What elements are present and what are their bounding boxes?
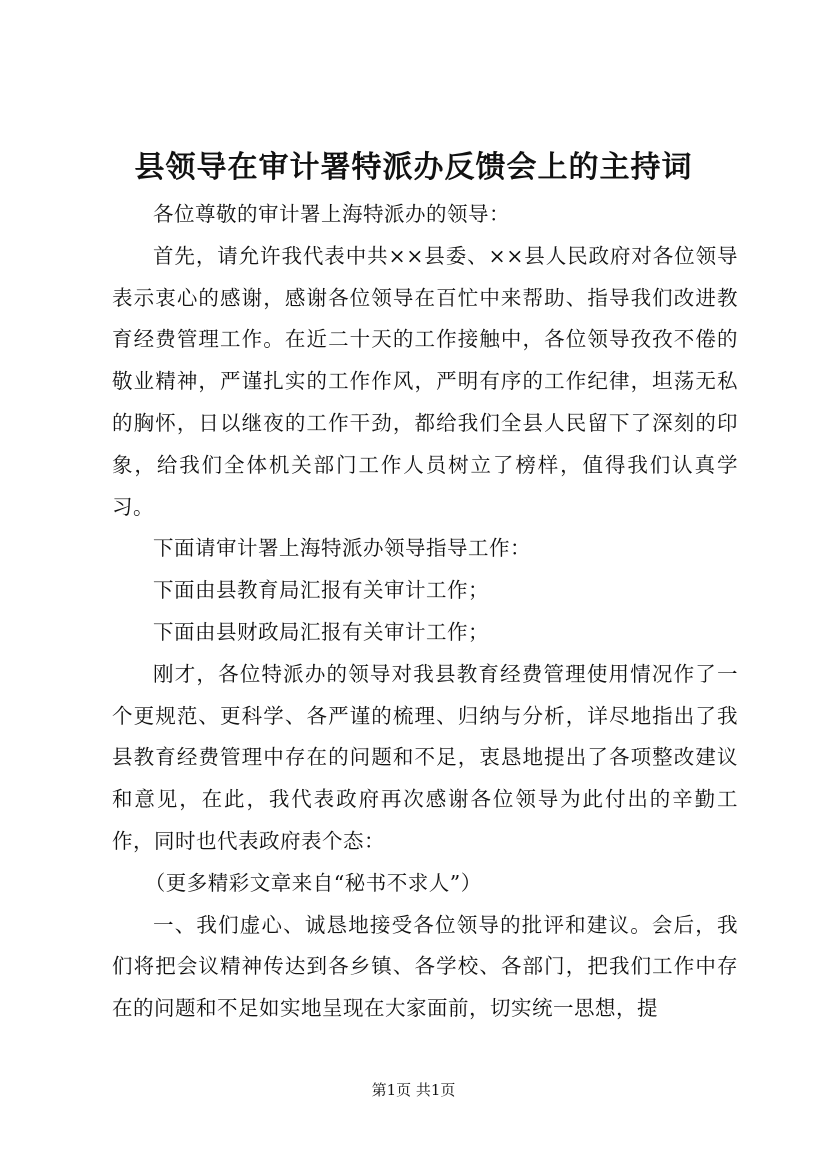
opening-thanks-paragraph: 首先，请允许我代表中共××县委、××县人民政府对各位领导表示衷心的感谢，感谢各位领导在百忙中来帮助、指导我们改进教育经费管理工作。在近二十天的工作接触中，各位领导孜孜不倦的敬业精神，严谨扎实的工作作风，严明有序的工作纪律，坦荡无私的胸怀，日以继夜的工作干劲，都给我们全县人民留下了深刻的印象，给我们全体机关部门工作人员树立了榜样，值得我们认真学习。 bbox=[112, 243, 738, 519]
salutation-paragraph: 各位尊敬的审计署上海特派办的领导： bbox=[153, 202, 510, 226]
source-note: （更多精彩文章来自“秘书不求人”） bbox=[144, 870, 482, 895]
summary-paragraph: 刚才，各位特派办的领导对我县教育经费管理使用情况作了一个更规范、更科学、各严谨的梳理、归纳与分析，详尽地指出了我县教育经费管理中存在的问题和不足，衷恳地提出了各项整改建议和意见，在此，我代表政府再次感谢各位领导为此付出的辛勤工作，同时也代表政府表个态： bbox=[112, 661, 738, 853]
commitment-paragraph-1: 一、我们虚心、诚恳地接受各位领导的批评和建议。会后，我们将把会议精神传达到各乡镇、各学校、各部门，把我们工作中存在的问题和不足如实地呈现在大家面前，切实统一思想，提 bbox=[112, 912, 738, 1021]
document-title: 县领导在审计署特派办反馈会上的主持词 bbox=[134, 150, 693, 185]
document-body bbox=[112, 194, 738, 1030]
agenda-item-finance-bureau: 下面由县财政局汇报有关审计工作； bbox=[153, 619, 489, 644]
page-footer: 第1页 共1页 bbox=[371, 1081, 456, 1099]
agenda-item-education-bureau: 下面由县教育局汇报有关审计工作； bbox=[153, 578, 489, 603]
agenda-item-audit-office: 下面请审计署上海特派办领导指导工作： bbox=[153, 536, 531, 561]
